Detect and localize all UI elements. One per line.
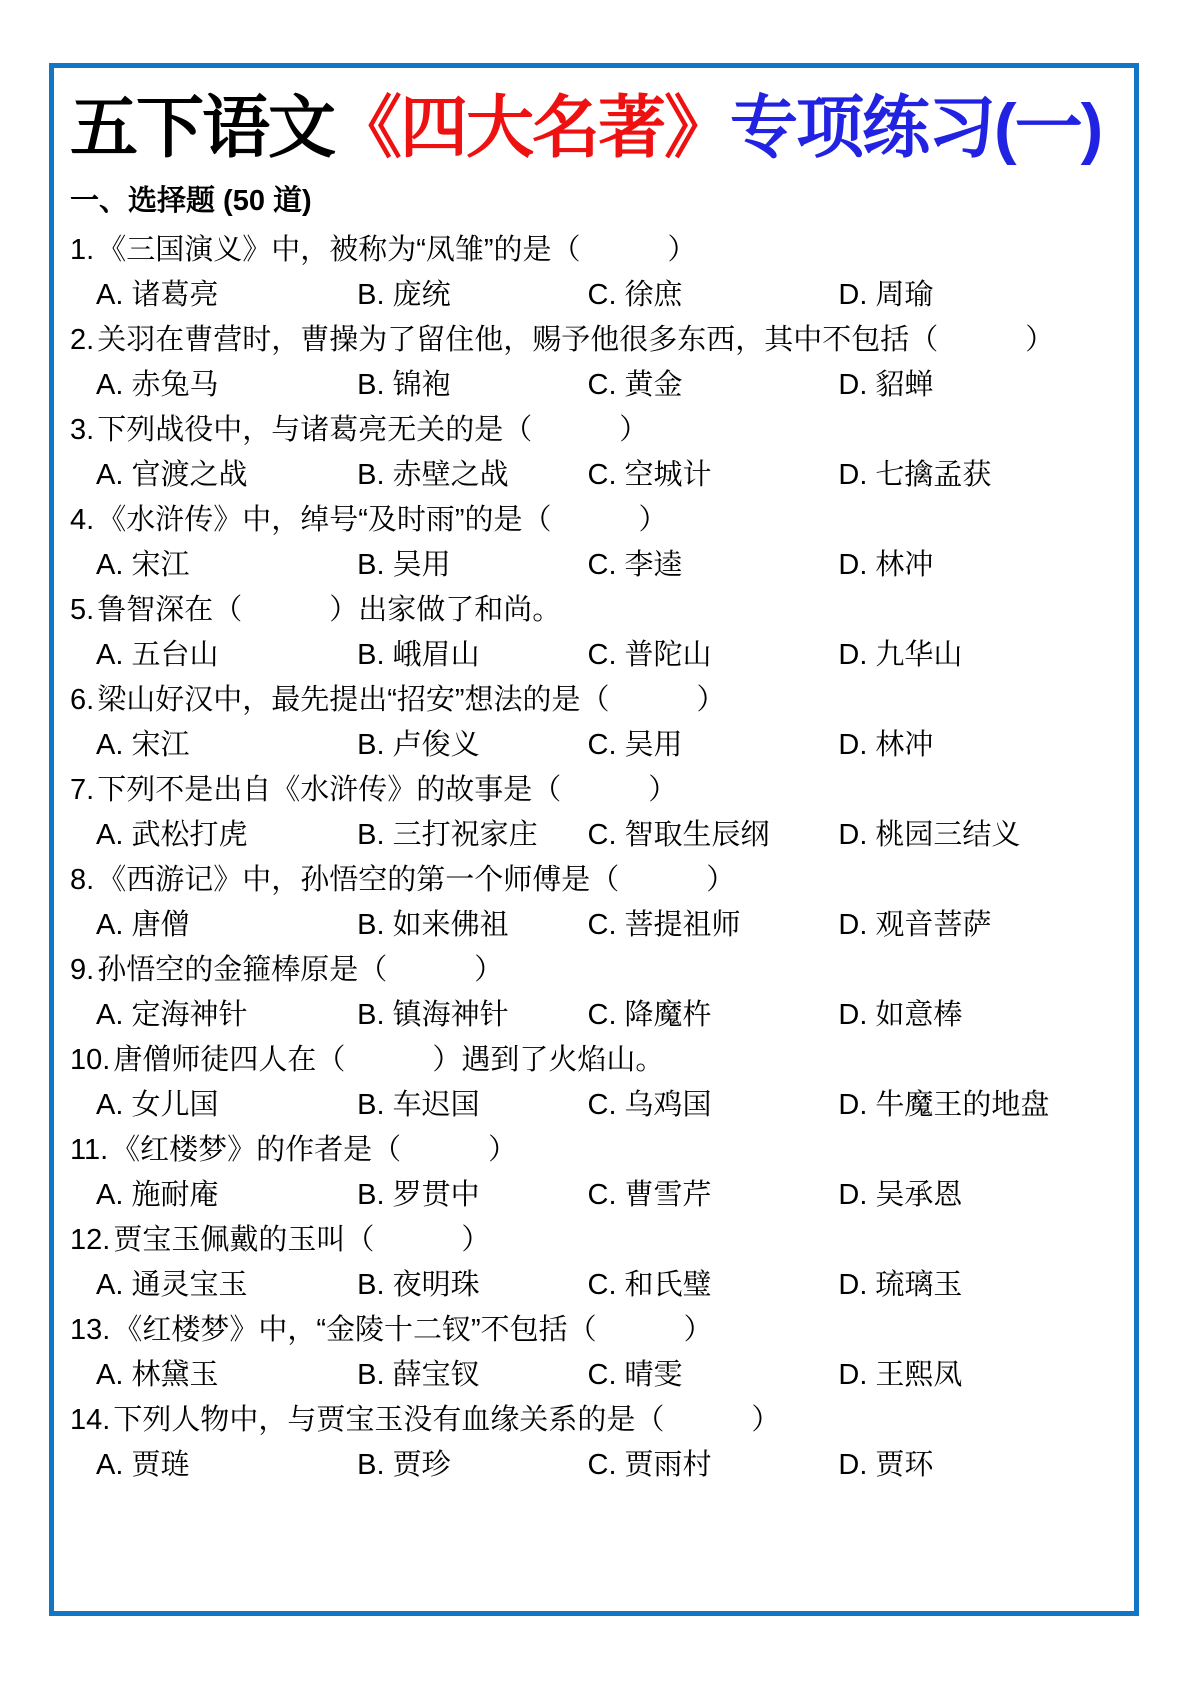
title-part-book-name: 《四大名著》 (334, 90, 731, 166)
option-b: B. 锦袍 (357, 369, 451, 402)
option-a: A. 官渡之战 (96, 459, 248, 492)
question-item (70, 1128, 1120, 1218)
question-text (70, 498, 1120, 543)
option-row (70, 363, 1120, 408)
option-b: B. 如来佛祖 (357, 909, 509, 942)
option-d: D. 如意棒 (838, 999, 963, 1032)
option-row (70, 723, 1120, 768)
question-item (70, 858, 1120, 948)
question-body: 《三国演义》中，被称为“凤雏”的是（ ） (97, 234, 697, 267)
question-text (70, 1218, 1120, 1263)
question-body: 《西游记》中，孙悟空的第一个师傅是（ ） (97, 864, 736, 897)
question-item (70, 678, 1120, 768)
question-text (70, 228, 1120, 273)
option-d: D. 王熙凤 (838, 1359, 963, 1392)
question-number: 2. (70, 324, 95, 357)
question-item (70, 408, 1120, 498)
option-b: B. 卢俊义 (357, 729, 480, 762)
option-row (70, 1083, 1120, 1128)
option-c: C. 黄金 (587, 369, 683, 402)
option-d: D. 贾环 (838, 1449, 934, 1482)
option-row (70, 1173, 1120, 1218)
question-item (70, 948, 1120, 1038)
option-d: D. 琉璃玉 (838, 1269, 963, 1302)
option-b: B. 夜明珠 (357, 1269, 480, 1302)
option-c: C. 降魔杵 (587, 999, 712, 1032)
option-b: B. 吴用 (357, 549, 451, 582)
option-a: A. 唐僧 (96, 909, 190, 942)
question-text (70, 408, 1120, 453)
option-b: B. 峨眉山 (357, 639, 480, 672)
option-d: D. 桃园三结义 (838, 819, 1021, 852)
question-number: 8. (70, 864, 95, 897)
page-title (70, 88, 1120, 168)
option-a: A. 宋江 (96, 549, 190, 582)
question-body: 下列战役中，与诸葛亮无关的是（ ） (97, 414, 649, 447)
option-a: A. 施耐庵 (96, 1179, 219, 1212)
option-row (70, 1443, 1120, 1488)
option-a: A. 定海神针 (96, 999, 248, 1032)
option-c: C. 贾雨村 (587, 1449, 712, 1482)
option-c: C. 徐庶 (587, 279, 683, 312)
option-d: D. 林冲 (838, 549, 934, 582)
question-text (70, 948, 1120, 993)
question-text (70, 1308, 1120, 1353)
option-a: A. 宋江 (96, 729, 190, 762)
option-a: A. 赤兔马 (96, 369, 219, 402)
question-list (70, 228, 1120, 1488)
question-text (70, 678, 1120, 723)
question-number: 6. (70, 684, 95, 717)
question-text (70, 1038, 1120, 1083)
option-row (70, 1353, 1120, 1398)
question-body: 下列人物中，与贾宝玉没有血缘关系的是（ ） (113, 1404, 781, 1437)
option-a: A. 女儿国 (96, 1089, 219, 1122)
option-row (70, 903, 1120, 948)
option-c: C. 普陀山 (587, 639, 712, 672)
question-item (70, 1038, 1120, 1128)
option-d: D. 林冲 (838, 729, 934, 762)
option-a: A. 通灵宝玉 (96, 1269, 248, 1302)
option-b: B. 赤壁之战 (357, 459, 509, 492)
question-item (70, 768, 1120, 858)
option-c: C. 空城计 (587, 459, 712, 492)
option-d: D. 七擒孟获 (838, 459, 992, 492)
question-number: 5. (70, 594, 95, 627)
question-body: 唐僧师徒四人在（ ）遇到了火焰山。 (113, 1044, 665, 1077)
question-body: 孙悟空的金箍棒原是（ ） (97, 954, 504, 987)
option-d: D. 吴承恩 (838, 1179, 963, 1212)
question-item (70, 228, 1120, 318)
title-part-grade-subject: 五下语文 (70, 90, 335, 166)
option-a: A. 诸葛亮 (96, 279, 219, 312)
option-c: C. 李逵 (587, 549, 683, 582)
question-number: 14. (70, 1404, 111, 1437)
question-body: 下列不是出自《水浒传》的故事是（ ） (97, 774, 678, 807)
option-c: C. 晴雯 (587, 1359, 683, 1392)
question-number: 12. (70, 1224, 111, 1257)
question-body: 《红楼梦》的作者是（ ） (111, 1134, 518, 1167)
option-row (70, 633, 1120, 678)
question-body: 梁山好汉中，最先提出“招安”想法的是（ ） (97, 684, 726, 717)
question-item (70, 318, 1120, 408)
question-number: 9. (70, 954, 95, 987)
question-body: 《水浒传》中，绰号“及时雨”的是（ ） (97, 504, 668, 537)
question-body: 贾宝玉佩戴的玉叫（ ） (113, 1224, 491, 1257)
option-c: C. 曹雪芹 (587, 1179, 712, 1212)
option-d: D. 九华山 (838, 639, 963, 672)
option-c: C. 和氏璧 (587, 1269, 712, 1302)
question-text (70, 858, 1120, 903)
question-number: 1. (70, 234, 95, 267)
question-number: 7. (70, 774, 95, 807)
question-body: 鲁智深在（ ）出家做了和尚。 (97, 594, 562, 627)
section-heading: 一、选择题 (50 道) (70, 185, 312, 218)
option-b: B. 车迟国 (357, 1089, 480, 1122)
option-row (70, 813, 1120, 858)
option-b: B. 贾珍 (357, 1449, 451, 1482)
option-row (70, 273, 1120, 318)
option-d: D. 周瑜 (838, 279, 934, 312)
option-row (70, 543, 1120, 588)
title-part-practice-label: 专项练习(一) (730, 90, 1102, 166)
question-item (70, 1218, 1120, 1308)
question-item (70, 588, 1120, 678)
option-a: A. 五台山 (96, 639, 219, 672)
option-a: A. 武松打虎 (96, 819, 248, 852)
option-b: B. 三打祝家庄 (357, 819, 538, 852)
option-row (70, 993, 1120, 1038)
option-b: B. 镇海神针 (357, 999, 509, 1032)
question-text (70, 588, 1120, 633)
question-text (70, 768, 1120, 813)
option-b: B. 罗贯中 (357, 1179, 480, 1212)
question-text (70, 1398, 1120, 1443)
question-number: 3. (70, 414, 95, 447)
option-a: A. 贾琏 (96, 1449, 190, 1482)
option-c: C. 乌鸡国 (587, 1089, 712, 1122)
option-d: D. 观音菩萨 (838, 909, 992, 942)
worksheet-page (49, 63, 1139, 1616)
option-row (70, 453, 1120, 498)
option-d: D. 牛魔王的地盘 (838, 1089, 1050, 1122)
option-b: B. 庞统 (357, 279, 451, 312)
question-body: 《红楼梦》中，“金陵十二钗”不包括（ ） (113, 1314, 713, 1347)
option-row (70, 1263, 1120, 1308)
question-item (70, 1398, 1120, 1488)
option-d: D. 貂蝉 (838, 369, 934, 402)
option-c: C. 智取生辰纲 (587, 819, 770, 852)
question-number: 4. (70, 504, 95, 537)
question-item (70, 498, 1120, 588)
question-item (70, 1308, 1120, 1398)
question-text (70, 318, 1120, 363)
option-a: A. 林黛玉 (96, 1359, 219, 1392)
question-number: 11. (70, 1134, 109, 1167)
question-text (70, 1128, 1120, 1173)
option-b: B. 薛宝钗 (357, 1359, 480, 1392)
question-number: 13. (70, 1314, 111, 1347)
question-body: 关羽在曹营时，曹操为了留住他，赐予他很多东西，其中不包括（ ） (97, 324, 1055, 357)
question-number: 10. (70, 1044, 111, 1077)
option-c: C. 菩提祖师 (587, 909, 741, 942)
option-c: C. 吴用 (587, 729, 683, 762)
